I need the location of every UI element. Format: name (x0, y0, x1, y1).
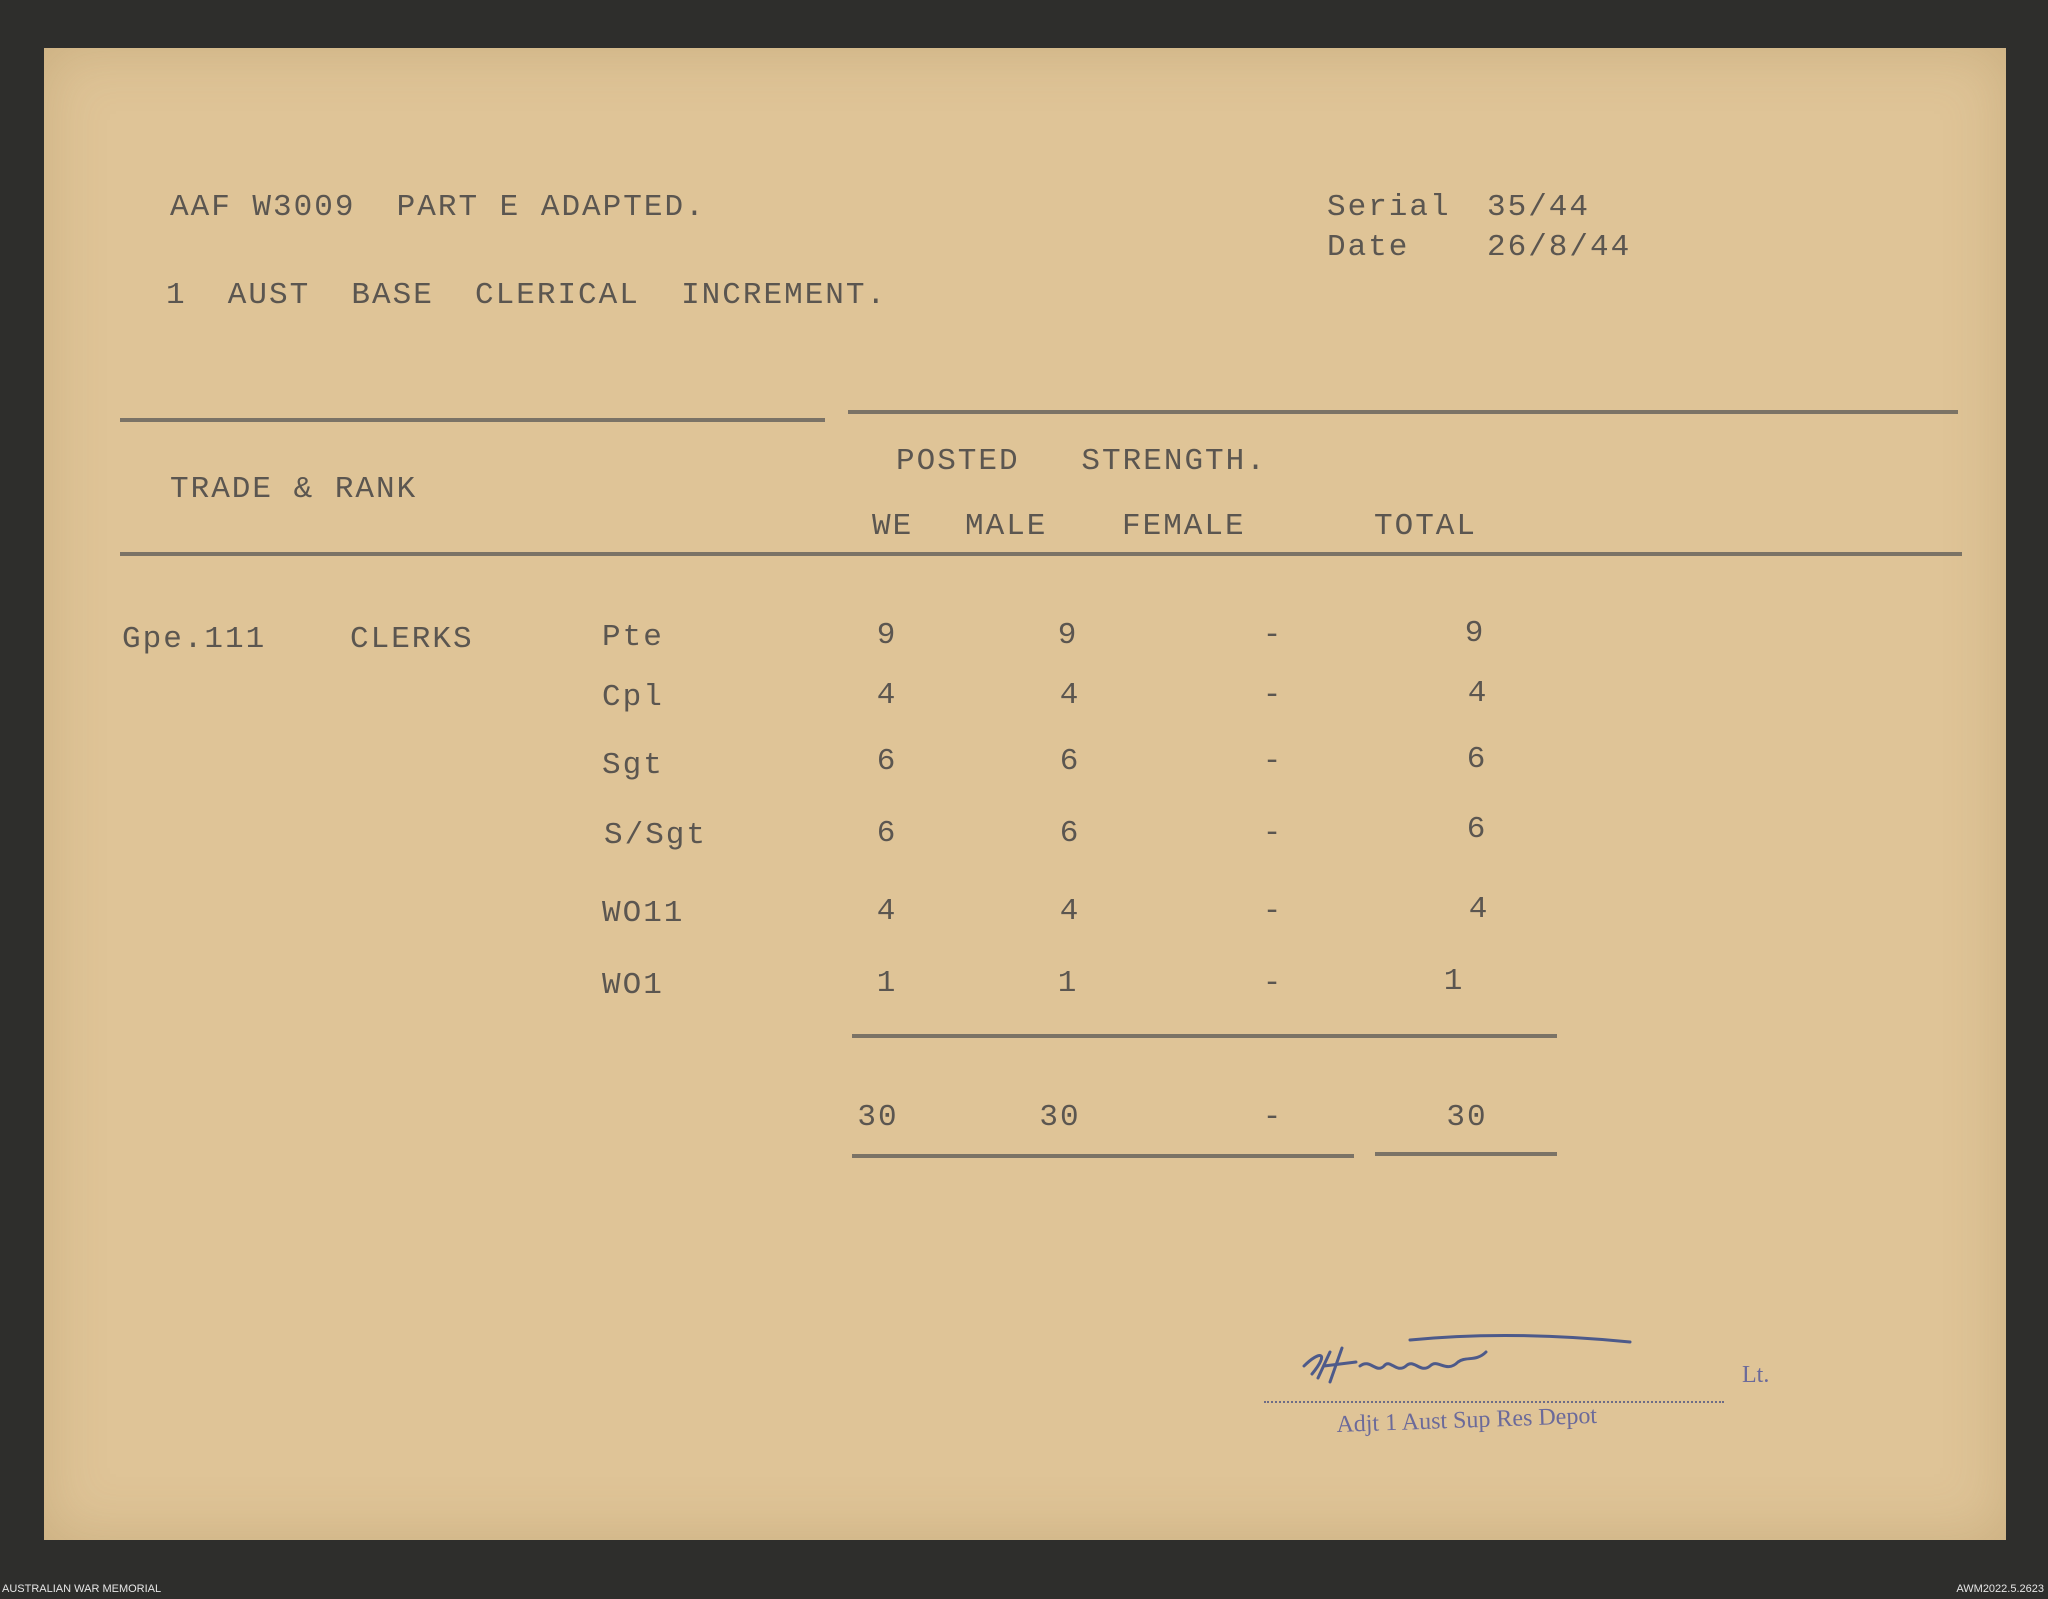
unit-title: 1 AUST BASE CLERICAL INCREMENT. (166, 278, 888, 313)
rank-cell: S/Sgt (604, 818, 708, 853)
adjutant-stamp: Adjt 1 Aust Sup Res Depot (1336, 1402, 1598, 1438)
male-cell: 6 (1059, 816, 1081, 851)
total-cell: 4 (1468, 892, 1490, 927)
total-cell: 9 (1464, 616, 1486, 651)
date-label: Date (1327, 230, 1410, 265)
male-cell: 4 (1059, 894, 1081, 929)
we-cell: 4 (876, 678, 898, 713)
posted-strength-header: POSTED STRENGTH. (896, 444, 1267, 479)
form-title: AAF W3009 PART E ADAPTED. (170, 190, 706, 225)
signature-mark (1290, 1322, 1650, 1392)
rank-suffix: Lt. (1742, 1362, 1770, 1388)
top-rule-left (120, 418, 825, 422)
col-male-header: MALE (965, 509, 1048, 544)
we-cell: 6 (876, 816, 898, 851)
col-female-header: FEMALE (1122, 509, 1246, 544)
female-cell: - (1262, 678, 1284, 713)
top-rule-right (848, 410, 1958, 414)
total-cell: 1 (1443, 964, 1465, 999)
document-page (44, 48, 2006, 1540)
female-cell: - (1262, 816, 1284, 851)
total-cell: 4 (1467, 676, 1489, 711)
total-rule-left (852, 1154, 1354, 1158)
rank-cell: Sgt (602, 748, 664, 783)
we-cell: 4 (876, 894, 898, 929)
serial-label: Serial (1327, 190, 1451, 225)
serial-value: 35/44 (1487, 190, 1591, 225)
col-we-header: WE (872, 509, 914, 544)
female-cell: - (1262, 966, 1284, 1001)
total-we: 30 (857, 1100, 899, 1135)
we-cell: 1 (876, 966, 898, 1001)
total-female: - (1262, 1100, 1284, 1135)
total-cell: 6 (1466, 812, 1488, 847)
signature-line (1264, 1401, 1724, 1403)
male-cell: 9 (1057, 618, 1079, 653)
total-rule-right (1375, 1152, 1557, 1156)
total-total: 30 (1446, 1100, 1488, 1135)
female-cell: - (1262, 894, 1284, 929)
col-total-header: TOTAL (1374, 509, 1478, 544)
male-cell: 6 (1059, 744, 1081, 779)
total-cell: 6 (1466, 742, 1488, 777)
header-bottom-rule (120, 552, 1962, 556)
group-code: Gpe.111 (122, 622, 267, 657)
col-trade-header: TRADE & RANK (170, 472, 418, 507)
rank-cell: Cpl (602, 680, 664, 715)
footer-left: AUSTRALIAN WAR MEMORIAL (2, 1583, 162, 1595)
we-cell: 6 (876, 744, 898, 779)
subtotal-rule (852, 1034, 1557, 1038)
female-cell: - (1262, 744, 1284, 779)
date-value: 26/8/44 (1487, 230, 1632, 265)
female-cell: - (1262, 618, 1284, 653)
trade-name: CLERKS (350, 622, 474, 657)
total-male: 30 (1039, 1100, 1081, 1135)
male-cell: 4 (1059, 678, 1081, 713)
male-cell: 1 (1057, 966, 1079, 1001)
footer-right: AWM2022.5.2623 (1956, 1583, 2044, 1595)
rank-cell: WO11 (602, 896, 685, 931)
rank-cell: Pte (602, 620, 664, 655)
rank-cell: WO1 (602, 968, 664, 1003)
we-cell: 9 (876, 618, 898, 653)
